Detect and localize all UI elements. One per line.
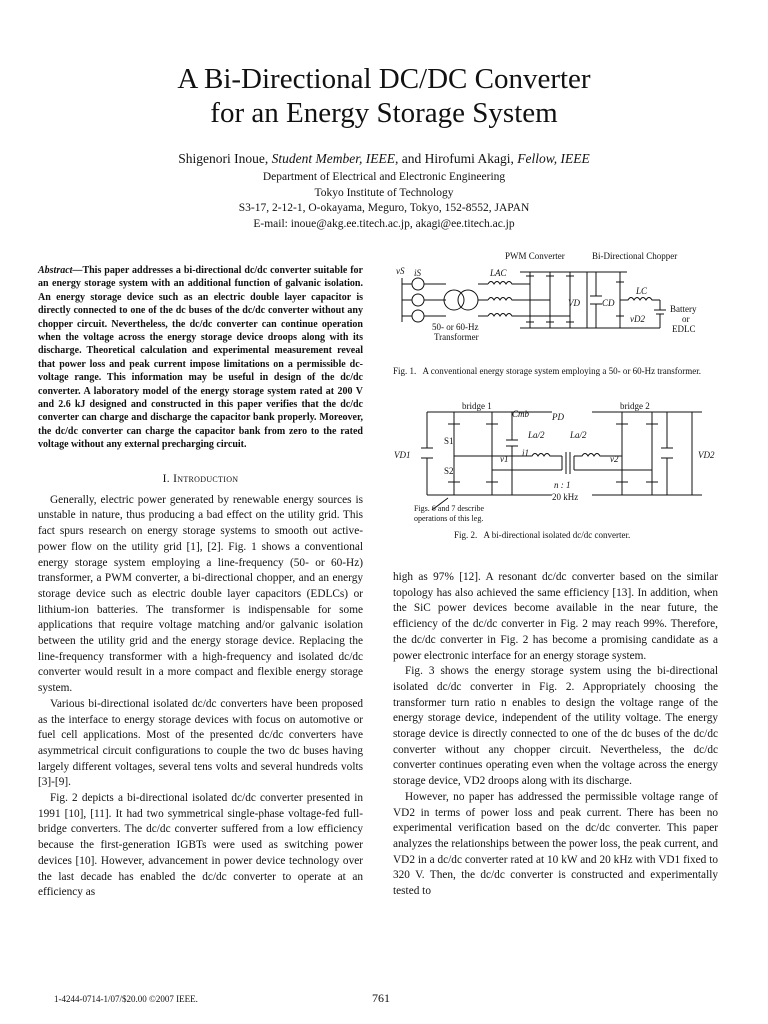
fig2-note-line2: operations of this leg.	[414, 514, 484, 523]
section-title: Introduction	[173, 472, 239, 485]
abstract-lead: Abstract—	[38, 265, 83, 276]
fig2-bridge1: bridge 1	[462, 401, 492, 411]
author-2: Hirofumi Akagi	[424, 151, 511, 166]
fig2-ratio: n : 1	[554, 480, 571, 490]
fig2-s2: S2	[444, 466, 454, 476]
fig1-edlc: EDLC	[672, 324, 696, 334]
intro-paragraph-2: Various bi-directional isolated dc/dc converters have been proposed as the interface to energy storage devices with focus on automotive or fuel cell applications. Most of the presented dc/dc converters have asymmetrical circuit configurations to couple the two dc buses having largely different voltages, several tens volts and several hundreds volts [3]-[9].	[38, 697, 363, 789]
left-column	[38, 264, 363, 901]
fig1-vd2: vD2	[630, 314, 645, 324]
affiliation-address: S3-17, 2-12-1, O-okayama, Meguro, Tokyo, 152-8552, JAPAN	[238, 202, 530, 214]
affiliation-dept: Department of Electrical and Electronic Engineering	[262, 171, 506, 183]
section-heading	[38, 473, 363, 485]
fig1-vs: vS	[396, 266, 405, 276]
author-1-org: IEEE	[365, 151, 395, 166]
fig1-or: or	[682, 314, 690, 324]
abstract	[38, 264, 363, 452]
fig1-is: iS	[414, 268, 422, 278]
fig1-xfmr-line1: 50- or 60-Hz	[432, 322, 479, 332]
fig1-label-chopper: Bi-Directional Chopper	[592, 251, 678, 261]
fig2-v1: v1	[500, 454, 509, 464]
fig2-pd: PD	[552, 412, 564, 422]
intro-paragraph-5: Fig. 3 shows the energy storage system using the bi-directional isolated dc/dc converter in Fig. 2. Appropriately choosing the transformer turn ratio n enables to design the voltage range of the energy storage device, independent of the utility voltage. The energy storage device is directly connected to one of the dc buses of the dc/dc converter without any chopper circuit. Nevertheless, the dc/dc converter continues operating even when the voltage across the energy storage device, VD2 droops along with its discharge.	[393, 665, 718, 788]
figure-1-circuit	[392, 250, 732, 350]
affiliation	[0, 170, 768, 232]
fig1-battery: Battery	[670, 304, 697, 314]
fig2-v2: v2	[610, 454, 619, 464]
title-line-2: for an Energy Storage System	[210, 97, 558, 129]
fig2-caption-num: Fig. 2.	[454, 530, 478, 540]
title-line-1: A Bi-Directional DC/DC Converter	[177, 63, 591, 95]
fig1-caption-text: A conventional energy storage system employing a 50- or 60-Hz transformer.	[422, 366, 702, 376]
author-and: and	[401, 151, 422, 166]
author-1: Shigenori Inoue	[178, 151, 265, 166]
fig1-vd: VD	[568, 298, 580, 308]
right-column	[393, 570, 718, 900]
author-2-org: IEEE	[560, 151, 590, 166]
fig1-lc: LC	[636, 286, 648, 296]
fig2-cmb: Cmb	[512, 409, 530, 419]
fig1-label-pwm: PWM Converter	[505, 251, 565, 261]
fig2-i1: i1	[522, 448, 530, 458]
intro-paragraph-1: Generally, electric power generated by renewable energy sources is unstable in nature, thus producing a bad effect on the utility grid. This fact spurs research on energy storage systems to smooth out active-power flow on the utility grid [1], [2]. Fig. 1 shows a conventional energy storage system employing a line-frequency (50- or 60-Hz) transformer, a PWM converter, a bi-directional chopper, and an energy storage device such as electric double layer capacitors (EDLCs) or lithium-ion batteries. The transformer is indispensable for some applications that require voltage matching and/or galvanic isolation between the utility grid and the energy storage device. Replacing the line-frequency transformer with a high-frequency and isolated dc/dc converter would result in a more compact and flexible energy storage system.	[38, 493, 363, 695]
fig2-bridge2: bridge 2	[620, 401, 650, 411]
author-1-role: Student Member	[271, 151, 359, 166]
figure-2-caption	[454, 530, 630, 542]
intro-paragraph-3: Fig. 2 depicts a bi-directional isolated dc/dc converter presented in 1991 [10], [11]. It had two symmetrical single-phase voltage-fed full-bridge converters. The dc/dc converter suffered from a low efficiency because the first-generation IGBTs were used as switching power devices [10]. However, advancement in power device technology over the last decade has enabled the dc/dc converter to operate at an efficiency as	[38, 792, 363, 899]
fig2-note-line1: Figs. 6 and 7 describe	[414, 504, 484, 513]
fig1-xfmr-line2: Transformer	[434, 332, 479, 342]
fig2-freq: 20 kHz	[552, 492, 579, 502]
figure-1-caption	[393, 366, 718, 378]
author-2-role: Fellow	[517, 151, 554, 166]
fig1-cd: CD	[602, 298, 615, 308]
fig2-la1: La/2	[528, 430, 545, 440]
page-number: 761	[372, 991, 390, 1005]
affiliation-email: E-mail: inoue@akg.ee.titech.ac.jp, akagi@ee.titech.ac.jp	[253, 217, 515, 230]
fig2-s1: S1	[444, 436, 454, 446]
fig2-la2: La/2	[570, 430, 587, 440]
figure-2-circuit	[392, 400, 732, 530]
fig2-caption-text: A bi-directional isolated dc/dc converter.	[483, 530, 631, 540]
fig2-vd2: VD2	[698, 450, 715, 460]
intro-paragraph-6: However, no paper has addressed the permissible voltage range of VD2 in terms of power loss and peak current. There has been no experimental verification based on the dc/dc converter. This paper analyzes the relationships between the power loss, the peak current, and VD2 in a dc/dc converter rated at 10 kW and 20 kHz with VD1 fixed to 320 V. Then, the dc/dc converter is constructed and experimentally tested to	[393, 790, 718, 898]
section-number: I.	[162, 472, 170, 485]
author-line: Shigenori Inoue, Student Member, IEEE, and Hirofumi Akagi, Fellow, IEEE	[178, 151, 590, 166]
abstract-text: This paper addresses a bi-directional dc/dc converter suitable for an energy storage system with an additional function of galvanic isolation. An energy storage device such as an electric double layer capacitor is directly connected to one of the dc buses of the dc/dc converter without any chopper circuit. Nevertheless, the dc/dc converter can continue operation when the voltage across the energy storage device droops along with its discharge. Theoretical calculation and experimental measurement reveal that power loss and peak current impose limitations on a permissible dc-voltage range. This information may be useful in design of the dc/dc converter. A laboratory model of the energy storage system rated at 200 V and 2.6 kJ designed and constructed in this paper verifies that the dc/dc converter can charge and discharge the capacitor bank properly. Moreover, the dc/dc converter can charge the capacitor bank from zero to the rated voltage without any external precharging circuit.	[38, 265, 363, 451]
paper-title	[0, 62, 768, 130]
fig2-vd1: VD1	[394, 450, 411, 460]
affiliation-inst: Tokyo Institute of Technology	[314, 186, 454, 199]
fig1-caption-num: Fig. 1.	[393, 366, 417, 376]
copyright-notice: 1-4244-0714-1/07/$20.00 ©2007 IEEE.	[54, 994, 198, 1004]
intro-paragraph-4: high as 97% [12]. A resonant dc/dc converter based on the similar topology has also achieved the same efficiency [13]. In addition, when the SiC power devices become available in the near future, the efficiency of the dc/dc converter in Fig. 2 may reach 99%. Therefore, the dc/dc converter in Fig. 2 has become a promising candidate as a power electronic interface for an energy storage system.	[393, 571, 718, 662]
fig1-lac: LAC	[490, 268, 507, 278]
